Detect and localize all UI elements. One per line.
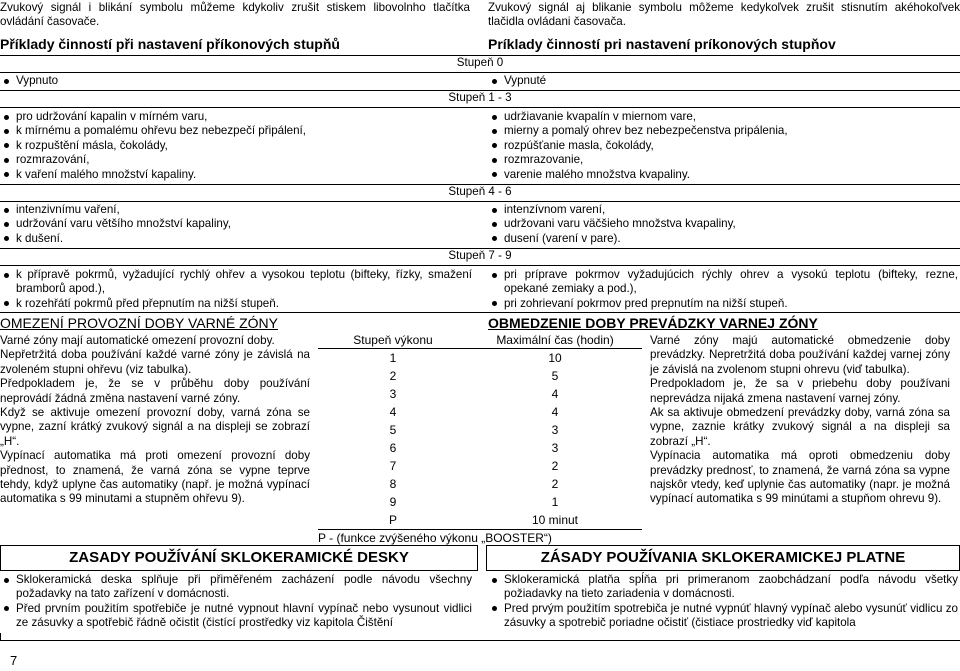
stage-4-6-cz-list — [0, 203, 472, 246]
table-cell: P — [388, 513, 397, 528]
table-cell: 10 minut — [531, 513, 579, 528]
list-item: k vaření malého množství kapaliny. — [0, 168, 472, 182]
table-cell: 10 — [548, 351, 562, 366]
sk-limit-text — [650, 334, 950, 507]
list-item: Sklokeramická platňa spĺňa pri primeranom zaobchádzaní podľa návodu všetky požiadavky na tieto zariadenia v domácnosti. — [488, 573, 958, 602]
table-footnote: P - (funkce zvýšeného výkonu „BOOSTER“) — [318, 529, 642, 545]
list-item: rozpúšťanie masla, čokolády, — [488, 139, 958, 153]
table-cell: 3 — [389, 387, 397, 402]
stage-7-9-sk-list — [488, 268, 958, 311]
list-item: pri príprave pokrmov vyžadujúcich rýchly ohrev a vysokú teplotu (bifteky, rezne, opekané zemiaky a pod.), — [488, 268, 958, 297]
list-item: pro udržování kapalin v mírném varu, — [0, 110, 472, 124]
table-cell: 8 — [389, 477, 397, 492]
stage-divider — [0, 107, 960, 108]
list-item: dusení (varení v pare). — [488, 232, 958, 246]
sk-limit-heading: OBMEDZENIE DOBY PREVÁDZKY VARNEJ ZÓNY — [488, 315, 818, 331]
cz-limit-heading: OMEZENÍ PROVOZNÍ DOBY VARNÉ ZÓNY — [0, 315, 278, 331]
table-cell: 4 — [551, 405, 559, 420]
table-cell: 3 — [551, 423, 559, 438]
paragraph: Predpokladom je, že sa v priebehu doby používani neprevádza nijaká zmena nastavení varnej zóny. — [650, 377, 950, 405]
stage-4-6-sk-list — [488, 203, 958, 246]
list-item: intenzivnímu vaření, — [0, 203, 472, 217]
list-item: udržiavanie kvapalín v miernom vare, — [488, 110, 958, 124]
stage-divider — [0, 265, 960, 266]
table-row — [318, 457, 642, 475]
table-header-row — [318, 333, 642, 349]
paragraph: Varné zóny mají automatické omezení provozní doby. — [0, 334, 275, 347]
paragraph: Když se aktivuje omezení provozní doby, varná zóna se vypne, zazní krátký zvukový signál a na displeji se zobrazí „H“. — [0, 406, 310, 448]
list-item: Sklokeramická deska splňuje při přiměřeném zacházení podle návodu všechny požadavky na tato zařízení v domácnosti. — [0, 573, 472, 602]
stage-1-3-cz-list — [0, 110, 472, 182]
list-item: Vypnuté — [488, 74, 958, 88]
table-cell: 2 — [389, 369, 397, 384]
cz-rules-heading: ZASADY POUŽÍVÁNÍ SKLOKERAMICKÉ DESKY — [69, 549, 409, 566]
stage-7-9-label: Stupeň 7 - 9 — [448, 249, 512, 262]
list-item: Před prvním použitím spotřebiče je nutné vypnout hlavní vypínač nebo vysunout vidlici ze zásuvky a spotřebič řádně očistit (čistící prostředky viz kapitola Čištění — [0, 602, 472, 631]
table-cell: 9 — [389, 495, 397, 510]
table-cell: 4 — [551, 387, 559, 402]
list-item: mierny a pomalý ohrev bez nebezpečenstva pripálenia, — [488, 124, 958, 138]
cz-rules-list — [0, 573, 472, 631]
stage-divider — [0, 72, 960, 73]
border-mark — [0, 633, 2, 641]
stage-4-6-label: Stupeň 4 - 6 — [448, 185, 512, 198]
list-item: udržování varu většího množství kapaliny, — [0, 217, 472, 231]
paragraph: Nepřetržitá doba používání každé varné zóny je závislá na zvoleném stupni ohřevu (viz tabulka). — [0, 348, 310, 376]
list-item: k dušení. — [0, 232, 472, 246]
list-item: Vypnuto — [0, 74, 470, 88]
table-row — [318, 367, 642, 385]
stage-divider — [0, 201, 960, 202]
sk-rules-list — [488, 573, 958, 631]
paragraph: Předpokladem je, že se v průběhu doby používání neprovádí žádná změna nastavení varné zóny. — [0, 377, 310, 405]
table-cell: 5 — [389, 423, 397, 438]
column-header: Maximální čas (hodin) — [468, 333, 642, 349]
paragraph: Varné zóny majú automatické obmedzenie doby prevádzky. Nepretržitá doba používání každej varnej zóny je závislá na zvolenom stupni ohrevu (viď tabulka). — [650, 334, 950, 376]
column-header: Stupeň výkonu — [318, 333, 468, 349]
power-time-table — [318, 333, 642, 546]
paragraph: Vypínací automatika má proti omezení provozní doby přednost, to znamená, že varná zóna se vypne teprve tehdy, když uplyne čas automatiky (např. je možná vypínací automatika s 99 minutami a stupněm ohřevu 9). — [0, 449, 310, 506]
list-item: pri zohrievaní pokrmov pred prepnutím na nižší stupeň. — [488, 297, 958, 311]
table-row — [318, 493, 642, 511]
list-item: k rozehřátí pokrmů před přepnutím na nižší stupeň. — [0, 297, 472, 311]
bottom-divider — [0, 640, 960, 641]
list-item: rozmrazování, — [0, 153, 472, 167]
table-cell: 2 — [551, 459, 559, 474]
page-number: 7 — [10, 653, 18, 668]
table-row — [318, 403, 642, 421]
stage-0-label: Stupeň 0 — [456, 56, 504, 69]
list-item: rozmrazovanie, — [488, 153, 958, 167]
list-item: udržovani varu väčšieho množstva kvapaliny, — [488, 217, 958, 231]
cz-examples-heading: Příklady činností při nastavení příkonových stupňů — [0, 36, 340, 52]
paragraph: Ak sa aktivuje obmedzení prevádzky doby, varná zóna sa vypne, zaznie krátky zvukový signál a na displeji sa zobrazí „H“. — [650, 406, 950, 448]
paragraph: Vypínacia automatika má oproti obmedzeniu doby prevádzky prednosť, to znamená, že varná zóna sa vypne najskôr vtedy, keď uplynie čas automatiky (napr. je možná vypínací automatika s 99 minútami a stupňom ohrevu 9). — [650, 449, 950, 506]
stage-7-9-cz-list — [0, 268, 472, 311]
cz-limit-text — [0, 334, 310, 507]
list-item: Pred prvým použitím spotrebiča je nutné vypnúť hlavný vypínač alebo vysunúť vidlicu zo zásuvky a spotrebič poriadne očistiť (čistiace prostriedky viď kapitola — [488, 602, 958, 631]
table-cell: 1 — [551, 495, 559, 510]
table-cell: 6 — [389, 441, 397, 456]
cz-rules-heading-box — [0, 545, 478, 571]
list-item: intenzívnom varení, — [488, 203, 958, 217]
table-row — [318, 349, 642, 368]
cz-timer-note: Zvukový signál i blikání symbolu můžeme kdykoliv zrušit stiskem libovolnho tlačítka ovládání časovače. — [0, 1, 470, 29]
table-cell: 3 — [551, 441, 559, 456]
stage-divider — [0, 312, 960, 313]
table — [318, 333, 642, 529]
table-cell: 1 — [389, 351, 397, 366]
stage-1-3-label: Stupeň 1 - 3 — [448, 91, 512, 104]
table-row — [318, 439, 642, 457]
table-cell: 2 — [551, 477, 559, 492]
table-cell: 5 — [551, 369, 559, 384]
sk-timer-note: Zvukový signál aj blikanie symbolu môžeme kedykoľvek zrušit stisnutím akéhokoľvek tlačidla ovládani časovača. — [488, 1, 960, 29]
sk-rules-heading-box — [486, 545, 960, 571]
sk-examples-heading: Príklady činností pri nastavení príkonových stupňov — [488, 36, 836, 52]
table-row — [318, 475, 642, 493]
stage-0-cz-list — [0, 74, 470, 88]
stage-1-3-sk-list — [488, 110, 958, 182]
list-item: k mírnému a pomalému ohřevu bez nebezpečí připálení, — [0, 124, 472, 138]
table-row — [318, 511, 642, 529]
table-row — [318, 385, 642, 403]
list-item: k rozpuštění másla, čokolády, — [0, 139, 472, 153]
sk-rules-heading: ZÁSADY POUŽÍVANIA SKLOKERAMICKEJ PLATNE — [540, 549, 906, 566]
stage-0-sk-list — [488, 74, 958, 88]
list-item: varenie malého množstva kvapaliny. — [488, 168, 958, 182]
list-item: k přípravě pokrmů, vyžadující rychlý ohřev a vysokou teplotu (bifteky, řízky, smažení bramborů apod.), — [0, 268, 472, 297]
table-cell: 7 — [389, 459, 397, 474]
table-cell: 4 — [389, 405, 397, 420]
table-row — [318, 421, 642, 439]
